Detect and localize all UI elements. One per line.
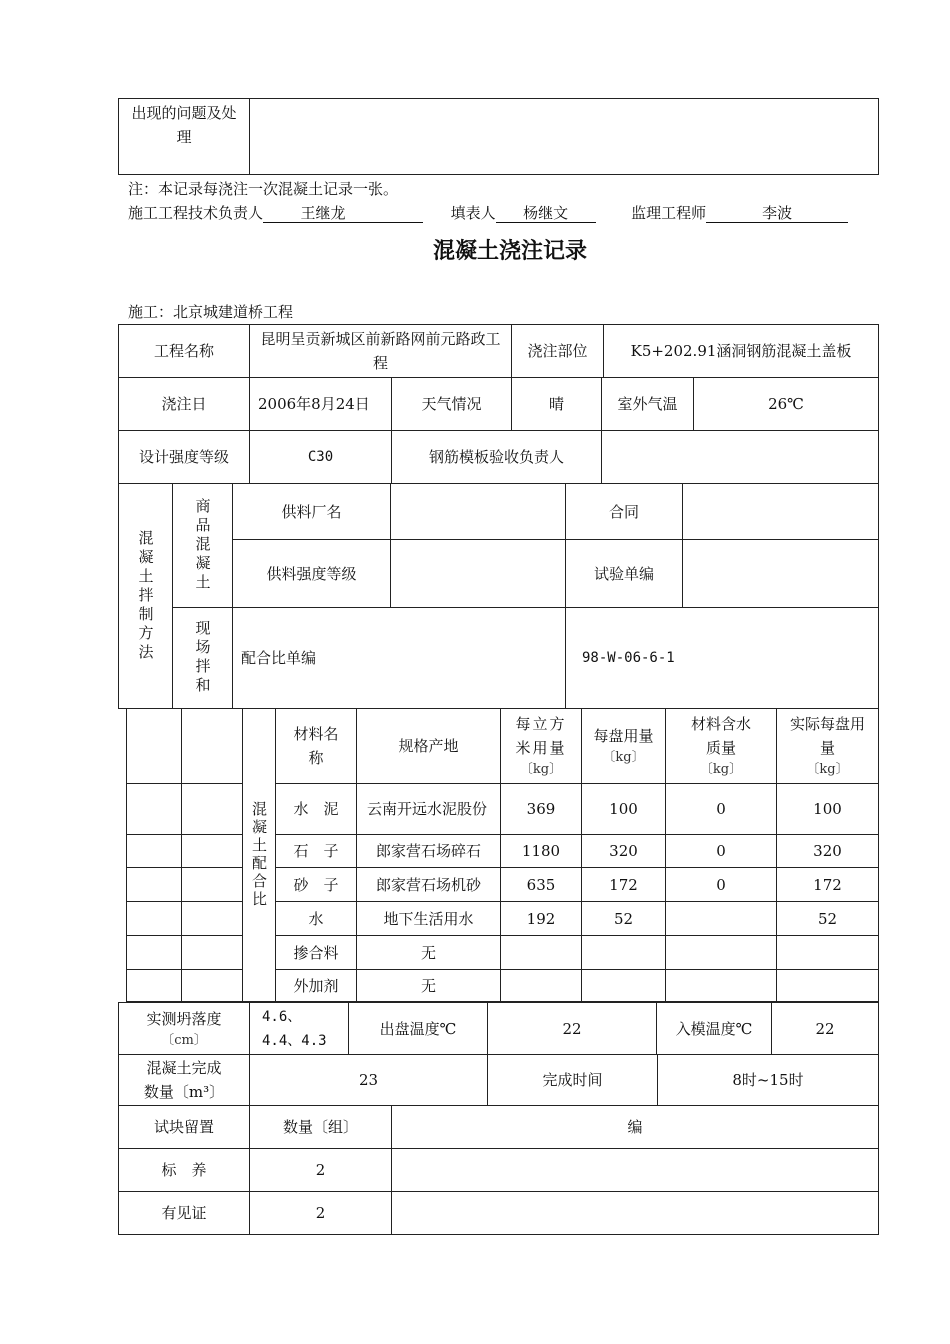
moisture-cell: 0 xyxy=(666,868,777,902)
samples-count-label: 数量〔组〕 xyxy=(250,1106,392,1149)
qty-label-text: 混凝土完成 xyxy=(146,1059,222,1077)
tech-lead-name: 王继龙 xyxy=(300,204,346,222)
samples-table xyxy=(118,1105,879,1235)
per-m3-cell: 1180 xyxy=(501,835,582,868)
mix-ratio-section-label xyxy=(243,709,276,1002)
supervisor-label: 监理工程师 xyxy=(631,204,707,222)
tech-lead-label: 施工工程技术负责人 xyxy=(128,204,264,222)
pour-part-value: K5+202.91涵洞钢筋混凝土盖板 xyxy=(604,325,879,378)
per-batch-cell xyxy=(582,970,666,1002)
per-batch-header xyxy=(582,709,666,784)
supplier-label: 供料厂名 xyxy=(233,484,391,540)
signature-line xyxy=(128,202,848,223)
contract-label: 合同 xyxy=(566,484,683,540)
date-table xyxy=(118,377,879,484)
per-batch-cell: 320 xyxy=(582,835,666,868)
construction-line: 施工：北京城建道桥工程 xyxy=(128,303,294,321)
actual-header-text: 实际每盘用量 xyxy=(789,715,865,757)
sample-no xyxy=(392,1192,879,1235)
blank-cell xyxy=(127,936,182,970)
actual-cell: 52 xyxy=(777,902,879,936)
spec-cell: 郎家营石场机砂 xyxy=(357,868,501,902)
qty-label-unit: 数量〔m³〕 xyxy=(143,1083,225,1101)
mix-ratio-section-text: 混凝土配合比 xyxy=(250,801,268,909)
project-name-value: 昆明呈贡新城区前新路网前元路政工程 xyxy=(250,325,512,378)
slump-unit: 〔cm〕 xyxy=(161,1032,207,1048)
sample-count: 2 xyxy=(250,1192,392,1235)
spec-cell: 无 xyxy=(357,970,501,1002)
moisture-cell xyxy=(666,970,777,1002)
slump-label xyxy=(119,1003,250,1055)
moisture-cell xyxy=(666,936,777,970)
qty-value: 23 xyxy=(250,1055,488,1106)
problem-table xyxy=(118,98,879,175)
mixing-method-label xyxy=(119,484,173,709)
spec-cell: 无 xyxy=(357,936,501,970)
spec-cell: 郎家营石场碎石 xyxy=(357,835,501,868)
per-batch-header-text: 每盘用量 xyxy=(593,727,654,745)
out-temp-label: 出盘温度℃ xyxy=(349,1003,488,1055)
formwork-value xyxy=(602,431,879,484)
slump-value: 4.6、4.4、4.3 xyxy=(250,1003,349,1055)
sample-name: 标 养 xyxy=(119,1149,250,1192)
per-batch-cell xyxy=(582,936,666,970)
slump-label-text: 实测坍落度 xyxy=(146,1009,222,1028)
out-temp-value: 22 xyxy=(488,1003,657,1055)
sample-name: 有见证 xyxy=(119,1192,250,1235)
weather-value: 晴 xyxy=(512,378,602,431)
page-title: 混凝土浇注记录 xyxy=(432,239,587,264)
supervisor-name: 李波 xyxy=(762,204,793,222)
material-cell: 水 xyxy=(276,902,357,936)
material-header: 材料名称 xyxy=(276,709,357,784)
per-batch-cell: 52 xyxy=(582,902,666,936)
measure-table xyxy=(118,1002,879,1055)
quantity-table xyxy=(118,1054,879,1106)
blank-cell xyxy=(182,970,243,1002)
material-cell: 砂 子 xyxy=(276,868,357,902)
mixing-method-text: 混凝土拌制方法 xyxy=(136,529,155,663)
actual-cell xyxy=(777,936,879,970)
filler-label: 填表人 xyxy=(450,204,496,222)
contract-value xyxy=(683,484,879,540)
blank-cell xyxy=(182,784,243,835)
material-cell: 外加剂 xyxy=(276,970,357,1002)
per-m3-unit: 〔kg〕 xyxy=(519,762,563,777)
pour-date-label: 浇注日 xyxy=(119,378,250,431)
material-cell: 水 泥 xyxy=(276,784,357,835)
outdoor-temp-value: 26℃ xyxy=(694,378,879,431)
blank-cell xyxy=(182,936,243,970)
pour-part-label: 浇注部位 xyxy=(512,325,604,378)
finish-value: 8时~15时 xyxy=(658,1055,879,1106)
problem-value xyxy=(250,99,879,175)
samples-label: 试块留置 xyxy=(119,1106,250,1149)
blank-cell xyxy=(127,970,182,1002)
mold-temp-label: 入模温度℃ xyxy=(657,1003,772,1055)
per-batch-cell: 100 xyxy=(582,784,666,835)
pour-date-value: 2006年8月24日 xyxy=(250,378,392,431)
per-m3-cell xyxy=(501,970,582,1002)
moisture-cell: 0 xyxy=(666,784,777,835)
per-m3-cell: 635 xyxy=(501,868,582,902)
finish-label: 完成时间 xyxy=(488,1055,658,1106)
onsite-text: 现场拌和 xyxy=(193,620,212,696)
formwork-label: 钢筋模板验收负责人 xyxy=(392,431,602,484)
per-m3-cell: 369 xyxy=(501,784,582,835)
blank-cell xyxy=(182,709,243,784)
mix-no-label: 配合比单编 xyxy=(233,608,566,709)
per-m3-cell xyxy=(501,936,582,970)
supply-strength-value xyxy=(391,540,566,608)
blank-cell xyxy=(127,868,182,902)
blank-cell xyxy=(127,902,182,936)
actual-cell: 320 xyxy=(777,835,879,868)
blank-cell xyxy=(182,902,243,936)
filler-name: 杨继文 xyxy=(523,204,569,222)
moisture-cell: 0 xyxy=(666,835,777,868)
blank-cell xyxy=(182,835,243,868)
qty-label xyxy=(119,1055,250,1106)
blank-cell xyxy=(127,709,182,784)
commercial-text: 商品混凝土 xyxy=(193,498,212,593)
per-m3-cell: 192 xyxy=(501,902,582,936)
actual-header xyxy=(777,709,879,784)
per-m3-header xyxy=(501,709,582,784)
mixing-table xyxy=(118,483,879,709)
onsite-label xyxy=(173,608,233,709)
material-cell: 掺合料 xyxy=(276,936,357,970)
weather-label: 天气情况 xyxy=(392,378,512,431)
commercial-label xyxy=(173,484,233,608)
spec-cell: 云南开远水泥股份 xyxy=(357,784,501,835)
spec-cell: 地下生活用水 xyxy=(357,902,501,936)
outdoor-temp-label: 室外气温 xyxy=(602,378,694,431)
mold-temp-value: 22 xyxy=(772,1003,879,1055)
note-text: 注：本记录每浇注一次混凝土记录一张。 xyxy=(128,180,399,198)
supply-strength-label: 供料强度等级 xyxy=(233,540,391,608)
sample-no xyxy=(392,1149,879,1192)
blank-cell xyxy=(127,835,182,868)
moisture-unit: 〔kg〕 xyxy=(699,762,743,777)
moisture-header xyxy=(666,709,777,784)
moisture-cell xyxy=(666,902,777,936)
problem-label: 出现的问题及处理 xyxy=(119,99,250,175)
per-batch-cell: 172 xyxy=(582,868,666,902)
per-m3-header-text: 每立方米用量 xyxy=(515,715,567,757)
test-no-value xyxy=(683,540,879,608)
blank-cell xyxy=(182,868,243,902)
info-table xyxy=(118,324,879,378)
spec-header: 规格产地 xyxy=(357,709,501,784)
mix-ratio-table xyxy=(126,708,879,1002)
actual-cell: 172 xyxy=(777,868,879,902)
actual-cell: 100 xyxy=(777,784,879,835)
blank-cell xyxy=(127,784,182,835)
supplier-value xyxy=(391,484,566,540)
strength-label: 设计强度等级 xyxy=(119,431,250,484)
material-cell: 石 子 xyxy=(276,835,357,868)
mix-no-value: 98-W-06-6-1 xyxy=(566,608,879,709)
samples-no-label: 编 xyxy=(392,1106,879,1149)
sample-count: 2 xyxy=(250,1149,392,1192)
actual-unit: 〔kg〕 xyxy=(806,762,849,777)
per-batch-unit: 〔kg〕 xyxy=(602,750,645,765)
strength-value: C30 xyxy=(250,431,392,484)
actual-cell xyxy=(777,970,879,1002)
moisture-header-text: 材料含水质量 xyxy=(690,715,751,757)
project-name-label: 工程名称 xyxy=(119,325,250,378)
test-no-label: 试验单编 xyxy=(566,540,683,608)
